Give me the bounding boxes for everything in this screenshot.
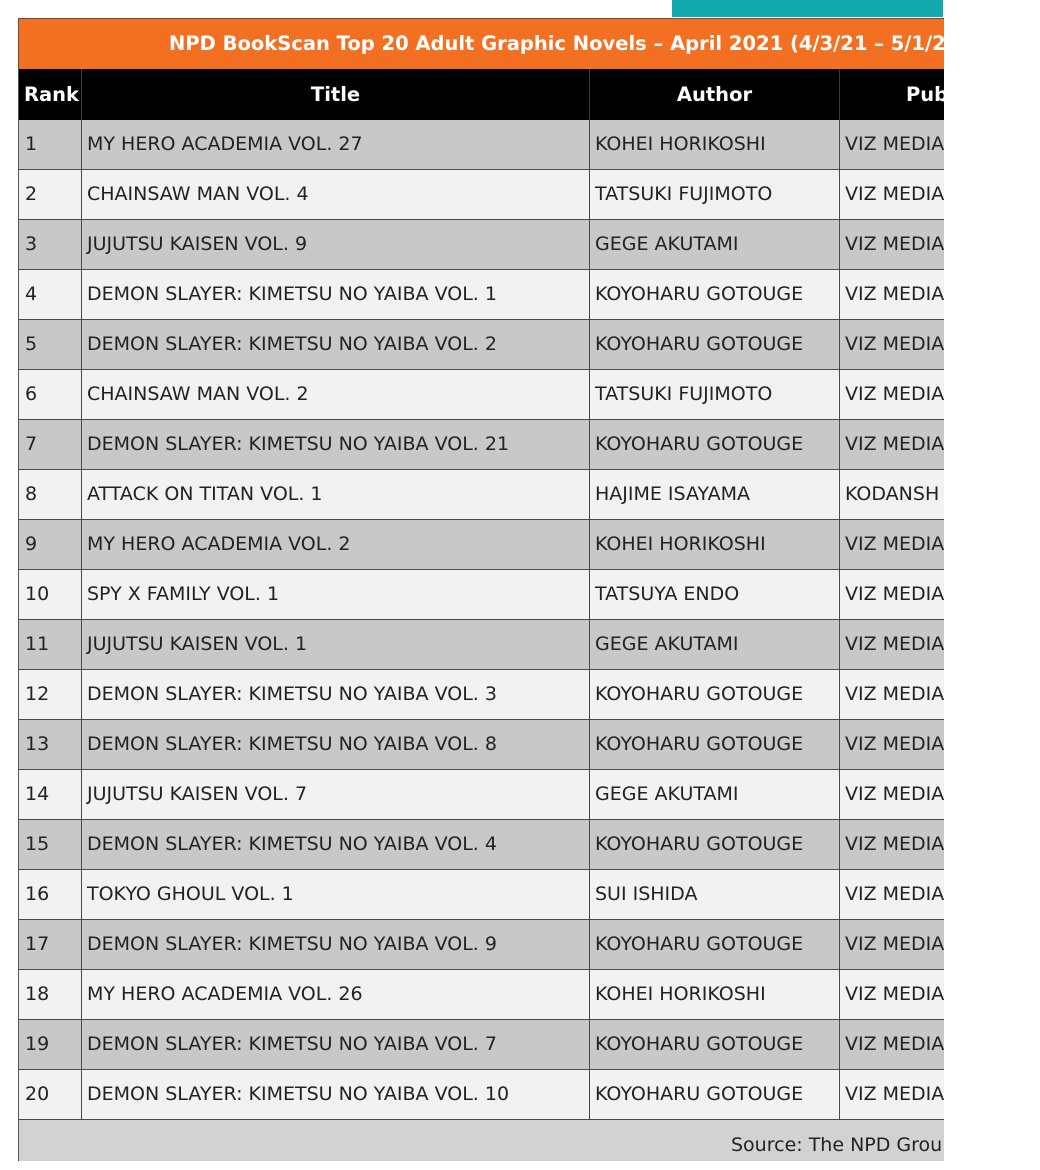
title-cell: ATTACK ON TITAN VOL. 1 — [82, 470, 590, 519]
title-cell: MY HERO ACADEMIA VOL. 27 — [82, 120, 590, 169]
title-cell: SPY X FAMILY VOL. 1 — [82, 570, 590, 619]
publisher-cell: VIZ MEDIA — [845, 883, 945, 905]
title-cell: DEMON SLAYER: KIMETSU NO YAIBA VOL. 21 — [82, 420, 590, 469]
rank-cell: 15 — [19, 820, 82, 869]
author-cell: GEGE AKUTAMI — [590, 620, 840, 669]
title-cell: MY HERO ACADEMIA VOL. 26 — [82, 970, 590, 1019]
title-cell: JUJUTSU KAISEN VOL. 9 — [82, 220, 590, 269]
rank-cell: 17 — [19, 920, 82, 969]
author-cell: KOYOHARU GOTOUGE — [590, 420, 840, 469]
author-cell: TATSUKI FUJIMOTO — [590, 170, 840, 219]
author-cell: HAJIME ISAYAMA — [590, 470, 840, 519]
column-header-title: Title — [82, 69, 590, 120]
rank-cell: 9 — [19, 520, 82, 569]
rank-cell: 10 — [19, 570, 82, 619]
publisher-cell: VIZ MEDIA — [845, 133, 945, 155]
table-row — [19, 770, 944, 820]
table-row — [19, 1020, 944, 1070]
author-cell: GEGE AKUTAMI — [590, 220, 840, 269]
table-row — [19, 120, 944, 170]
author-cell: KOYOHARU GOTOUGE — [590, 1070, 840, 1119]
publisher-cell: VIZ MEDIA — [845, 433, 945, 455]
author-cell: KOYOHARU GOTOUGE — [590, 820, 840, 869]
column-header-row — [19, 69, 949, 120]
rank-cell: 3 — [19, 220, 82, 269]
publisher-cell: KODANSH — [845, 483, 940, 505]
publisher-cell: VIZ MEDIA — [845, 383, 945, 405]
rank-cell: 16 — [19, 870, 82, 919]
rank-cell: 20 — [19, 1070, 82, 1119]
author-cell: KOYOHARU GOTOUGE — [590, 270, 840, 319]
publisher-cell: VIZ MEDIA — [845, 1083, 945, 1105]
author-cell: KOYOHARU GOTOUGE — [590, 320, 840, 369]
column-header-publisher: Pub — [906, 83, 949, 106]
title-cell: MY HERO ACADEMIA VOL. 2 — [82, 520, 590, 569]
author-cell: TATSUYA ENDO — [590, 570, 840, 619]
table-title-bar — [19, 19, 969, 69]
publisher-cell: VIZ MEDIA — [845, 233, 945, 255]
author-cell: KOYOHARU GOTOUGE — [590, 670, 840, 719]
author-cell: KOYOHARU GOTOUGE — [590, 720, 840, 769]
rank-cell: 12 — [19, 670, 82, 719]
publisher-cell: VIZ MEDIA — [845, 633, 945, 655]
title-cell: DEMON SLAYER: KIMETSU NO YAIBA VOL. 2 — [82, 320, 590, 369]
publisher-cell: VIZ MEDIA — [845, 933, 945, 955]
table-row — [19, 470, 944, 520]
publisher-cell: VIZ MEDIA — [845, 683, 945, 705]
publisher-cell: VIZ MEDIA — [845, 983, 945, 1005]
title-cell: JUJUTSU KAISEN VOL. 7 — [82, 770, 590, 819]
title-cell: TOKYO GHOUL VOL. 1 — [82, 870, 590, 919]
table-row — [19, 620, 944, 670]
publisher-cell: VIZ MEDIA — [845, 283, 945, 305]
title-cell: DEMON SLAYER: KIMETSU NO YAIBA VOL. 9 — [82, 920, 590, 969]
column-header-rank: Rank — [19, 69, 82, 120]
title-cell: DEMON SLAYER: KIMETSU NO YAIBA VOL. 10 — [82, 1070, 590, 1119]
title-cell: DEMON SLAYER: KIMETSU NO YAIBA VOL. 3 — [82, 670, 590, 719]
title-cell: DEMON SLAYER: KIMETSU NO YAIBA VOL. 1 — [82, 270, 590, 319]
author-cell: KOYOHARU GOTOUGE — [590, 1020, 840, 1069]
table-body — [19, 120, 944, 1120]
bestseller-table — [18, 18, 969, 1161]
table-row — [19, 570, 944, 620]
publisher-cell: VIZ MEDIA — [845, 333, 945, 355]
table-row — [19, 420, 944, 470]
table-title: NPD BookScan Top 20 Adult Graphic Novels – April 2021 (4/3/21 – 5/1/21) — [169, 32, 969, 55]
table-row — [19, 670, 944, 720]
table-row — [19, 720, 944, 770]
author-cell: KOHEI HORIKOSHI — [590, 970, 840, 1019]
author-cell: GEGE AKUTAMI — [590, 770, 840, 819]
publisher-cell: VIZ MEDIA — [845, 1033, 945, 1055]
column-header-author: Author — [590, 69, 840, 120]
rank-cell: 4 — [19, 270, 82, 319]
publisher-cell: VIZ MEDIA — [845, 533, 945, 555]
source-footer — [19, 1120, 944, 1161]
source-note: Source: The NPD Grou — [731, 1134, 943, 1156]
publisher-cell: VIZ MEDIA — [845, 833, 945, 855]
table-row — [19, 370, 944, 420]
table-row — [19, 520, 944, 570]
author-cell: KOHEI HORIKOSHI — [590, 520, 840, 569]
title-cell: DEMON SLAYER: KIMETSU NO YAIBA VOL. 8 — [82, 720, 590, 769]
rank-cell: 5 — [19, 320, 82, 369]
author-cell: SUI ISHIDA — [590, 870, 840, 919]
title-cell: DEMON SLAYER: KIMETSU NO YAIBA VOL. 4 — [82, 820, 590, 869]
teal-accent-bar — [672, 0, 943, 17]
rank-cell: 1 — [19, 120, 82, 169]
publisher-cell: VIZ MEDIA — [845, 783, 945, 805]
table-row — [19, 870, 944, 920]
publisher-cell: VIZ MEDIA — [845, 583, 945, 605]
publisher-cell: VIZ MEDIA — [845, 733, 945, 755]
rank-cell: 11 — [19, 620, 82, 669]
table-row — [19, 170, 944, 220]
table-row — [19, 320, 944, 370]
table-row — [19, 920, 944, 970]
rank-cell: 14 — [19, 770, 82, 819]
table-row — [19, 1070, 944, 1120]
table-row — [19, 270, 944, 320]
table-row — [19, 970, 944, 1020]
title-cell: JUJUTSU KAISEN VOL. 1 — [82, 620, 590, 669]
rank-cell: 2 — [19, 170, 82, 219]
rank-cell: 7 — [19, 420, 82, 469]
rank-cell: 13 — [19, 720, 82, 769]
title-cell: DEMON SLAYER: KIMETSU NO YAIBA VOL. 7 — [82, 1020, 590, 1069]
table-row — [19, 220, 944, 270]
publisher-cell: VIZ MEDIA — [845, 183, 945, 205]
author-cell: KOHEI HORIKOSHI — [590, 120, 840, 169]
rank-cell: 19 — [19, 1020, 82, 1069]
author-cell: TATSUKI FUJIMOTO — [590, 370, 840, 419]
table-row — [19, 820, 944, 870]
rank-cell: 8 — [19, 470, 82, 519]
title-cell: CHAINSAW MAN VOL. 2 — [82, 370, 590, 419]
title-cell: CHAINSAW MAN VOL. 4 — [82, 170, 590, 219]
rank-cell: 6 — [19, 370, 82, 419]
rank-cell: 18 — [19, 970, 82, 1019]
author-cell: KOYOHARU GOTOUGE — [590, 920, 840, 969]
